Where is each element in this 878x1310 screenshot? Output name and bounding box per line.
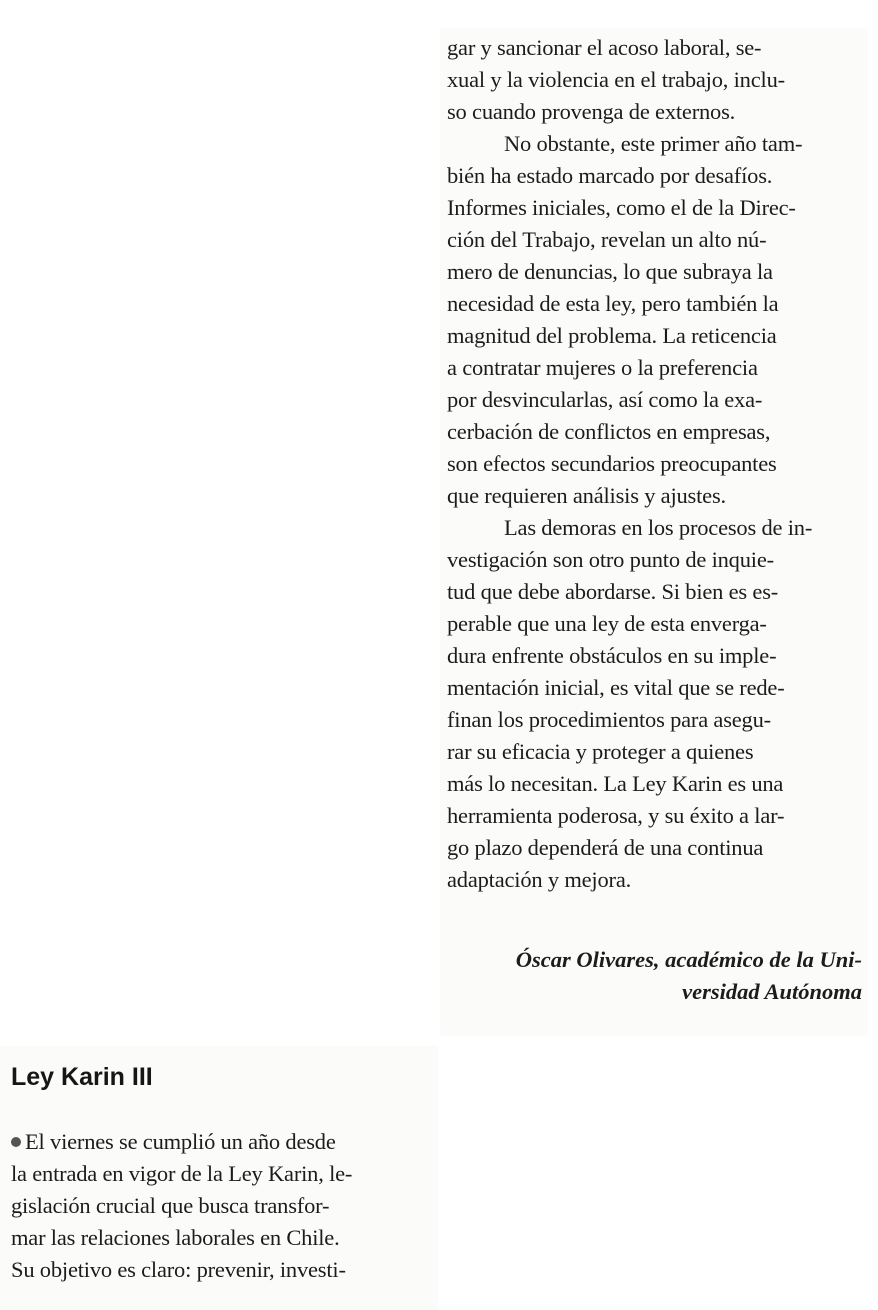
body-line: a contratar mujeres o la preferencia <box>447 355 758 380</box>
body-line: cerbación de conflictos en empresas, <box>447 419 771 444</box>
body-line: más lo necesitan. La Ley Karin es una <box>447 771 784 796</box>
body-line: mentación inicial, es vital que se rede- <box>447 675 785 700</box>
body-line: adaptación y mejora. <box>447 867 632 892</box>
body-line: go plazo dependerá de una continua <box>447 835 764 860</box>
body-line: gar y sancionar el acoso laboral, se- <box>447 35 762 60</box>
body-line: dura enfrente obstáculos en su imple- <box>447 643 777 668</box>
body-line: gislación crucial que busca transfor- <box>11 1193 330 1218</box>
body-line: la entrada en vigor de la Ley Karin, le- <box>11 1161 353 1186</box>
body-line: por desvincularlas, así como la exa- <box>447 387 763 412</box>
letter-heading: Ley Karin III <box>11 1063 153 1091</box>
body-line: que requieren análisis y ajustes. <box>447 483 726 508</box>
body-line: xual y la violencia en el trabajo, inclu- <box>447 67 785 92</box>
body-line: so cuando provenga de externos. <box>447 99 736 124</box>
body-line: perable que una ley de esta envergа- <box>447 611 767 636</box>
body-line: mar las relaciones laborales en Chile. <box>11 1225 340 1250</box>
author-signature-line-1: Óscar Olivares, académico de la Uni- <box>515 947 862 972</box>
body-line: tud que debe abordarse. Si bien es es- <box>447 579 779 604</box>
body-line: magnitud del problema. La reticencia <box>447 323 777 348</box>
body-line: mero de denuncias, lo que subraya la <box>447 259 773 284</box>
body-line: finan los procedimientos para asegu- <box>447 707 771 732</box>
letter-continuation-column <box>440 28 868 1036</box>
body-line: bién ha estado marcado por desafíos. <box>447 163 773 188</box>
body-line: El viernes se cumplió un año desde <box>25 1129 336 1154</box>
bullet-icon <box>11 1137 21 1147</box>
body-line: necesidad de esta ley, pero también la <box>447 291 779 316</box>
body-line-with-bullet <box>11 1126 336 1158</box>
body-line: son efectos secundarios preocupantes <box>447 451 777 476</box>
body-line: No obstante, este primer año tam- <box>504 131 803 156</box>
body-line: Su objetivo es claro: prevenir, investi- <box>11 1257 346 1282</box>
author-signature-line-2: versidad Autónoma <box>682 979 862 1004</box>
letter-start-column <box>0 1046 438 1310</box>
body-line: Informes iniciales, como el de la Direc- <box>447 195 796 220</box>
body-line: Las demoras en los procesos de in- <box>504 515 813 540</box>
body-line: ción del Trabajo, revelan un alto nú- <box>447 227 767 252</box>
body-line: vestigación son otro punto de inquie- <box>447 547 774 572</box>
body-line: herramienta poderosa, y su éxito a lar- <box>447 803 785 828</box>
body-line: rar su eficacia y proteger a quienes <box>447 739 754 764</box>
